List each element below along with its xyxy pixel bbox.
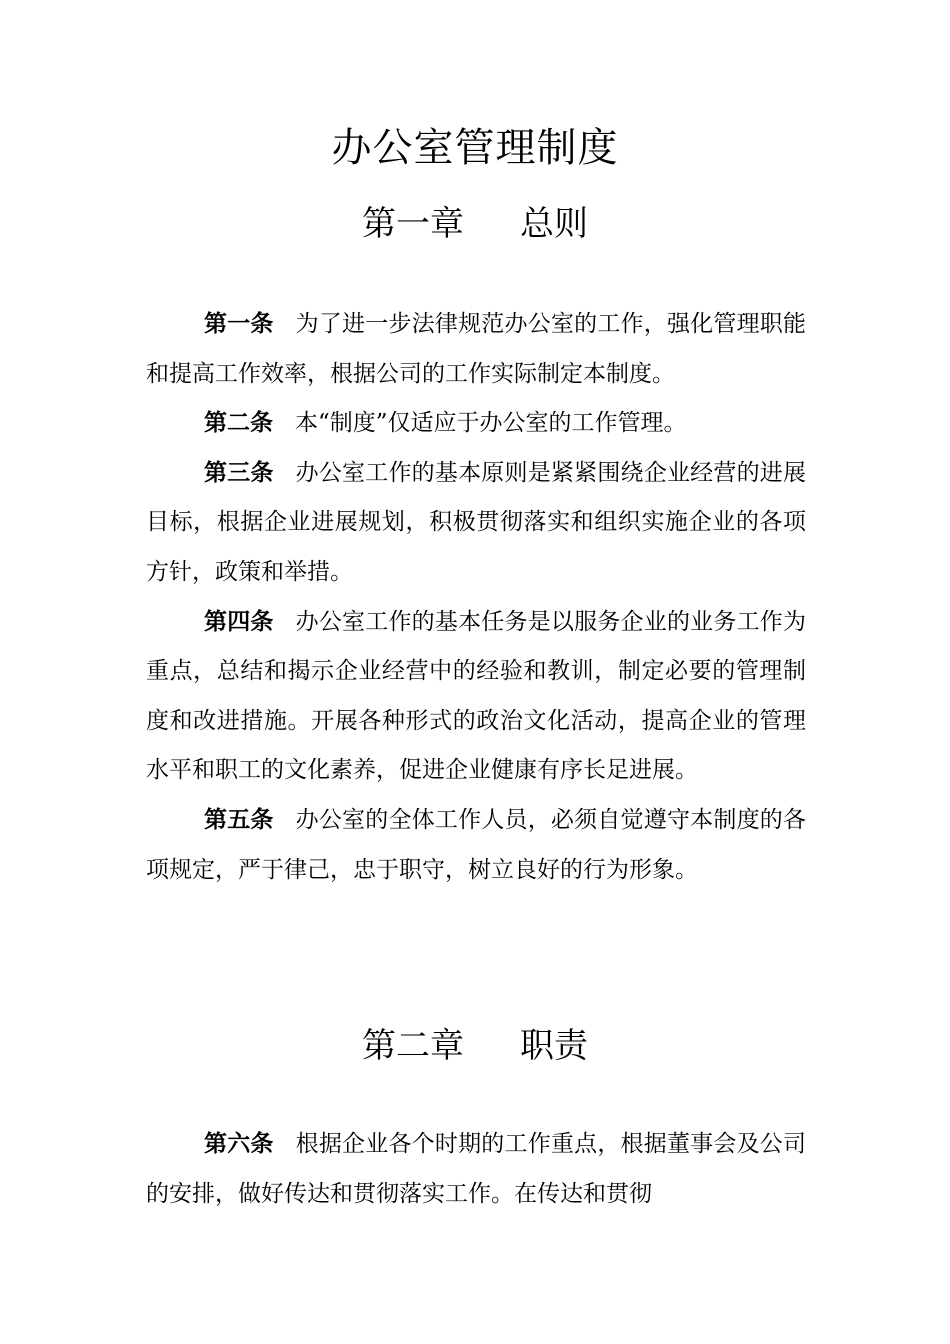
article-5-text: 办公室的全体工作人员，必须自觉遵守本制度的各项规定，严于律己，忠于职守，树立良好的行为形象。 — [146, 806, 806, 883]
chapter-1-heading — [0, 200, 950, 248]
article-4-number: 第四条 — [204, 608, 274, 635]
document-title: 办公室管理制度 — [331, 125, 619, 171]
chapter-1-name: 总则 — [520, 204, 588, 244]
chapter-2-body — [146, 1120, 806, 1219]
article-3-number: 第三条 — [204, 459, 274, 486]
article-6-text: 根据企业各个时期的工作重点，根据董事会及公司的安排，做好传达和贯彻落实工作。在传达和贯彻 — [146, 1131, 806, 1207]
chapter-2-number: 第二章 — [362, 1026, 464, 1066]
article-5 — [146, 796, 806, 895]
chapter-2-name: 职责 — [520, 1026, 588, 1066]
article-5-number: 第五条 — [204, 806, 274, 833]
article-1-number: 第一条 — [204, 311, 274, 337]
chapter-1-body — [146, 300, 806, 895]
chapter-1-number: 第一章 — [362, 204, 464, 244]
article-6 — [146, 1120, 806, 1219]
article-6-number: 第六条 — [204, 1131, 274, 1157]
article-1 — [146, 300, 806, 399]
article-1-text: 为了进一步法律规范办公室的工作，强化管理职能和提高工作效率，根据公司的工作实际制定本制度。 — [146, 311, 806, 387]
article-3-text: 办公室工作的基本原则是紧紧围绕企业经营的进展目标，根据企业进展规划，积极贯彻落实和组织实施企业的各项方针，政策和举措。 — [146, 459, 806, 585]
article-2-text: 本“制度”仅适应于办公室的工作管理。 — [295, 410, 687, 437]
article-3 — [146, 449, 806, 598]
chapter-2-heading — [0, 1022, 950, 1070]
article-2-number: 第二条 — [204, 410, 273, 437]
article-2 — [146, 399, 806, 449]
article-4-text: 办公室工作的基本任务是以服务企业的业务工作为重点，总结和揭示企业经营中的经验和教训，制定必要的管理制度和改进措施。开展各种形式的政治文化活动，提高企业的管理水平和职工的文化素养，促进企业健康有序长足进展。 — [146, 608, 806, 784]
article-4 — [146, 598, 806, 796]
